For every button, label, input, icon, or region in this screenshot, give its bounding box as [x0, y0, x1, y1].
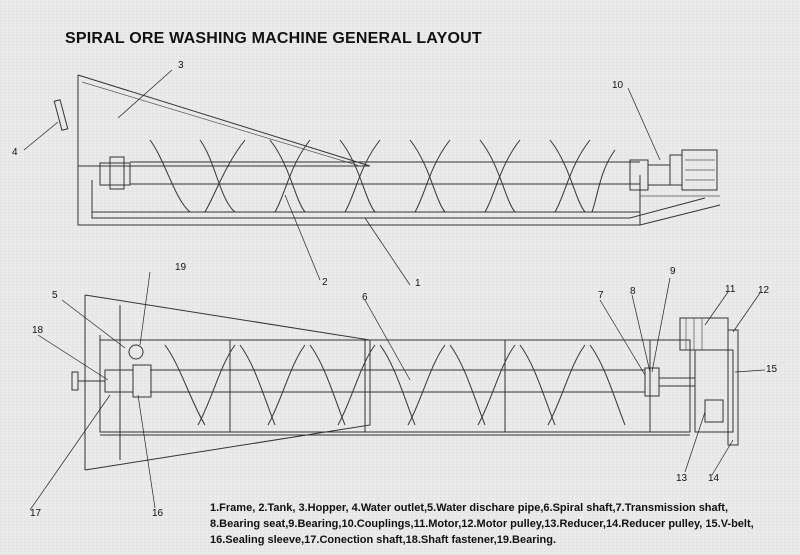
callout-14: 14: [708, 473, 720, 484]
callout-10: 10: [612, 80, 624, 91]
legend-item-13: 13.Reducer,: [544, 518, 606, 530]
callout-1: 1: [415, 278, 421, 289]
callout-5: 5: [52, 290, 58, 301]
legend-item-1: 1.Frame,: [210, 502, 256, 514]
callout-4: 4: [12, 147, 18, 158]
callout-13: 13: [676, 473, 688, 484]
callout-leaders: [24, 70, 765, 510]
callout-17: 17: [30, 508, 42, 519]
legend-item-19: 19.Bearing.: [496, 534, 557, 546]
callout-19: 19: [175, 262, 187, 273]
callout-18: 18: [32, 325, 44, 336]
legend-item-4: 4.Water outlet,: [351, 502, 428, 514]
drive-unit: [630, 150, 717, 190]
legend-item-14: 14.Reducer pulley,: [605, 518, 703, 530]
spiral-shaft: [130, 140, 640, 212]
callout-3: 3: [178, 60, 184, 71]
callout-9: 9: [670, 266, 676, 277]
callout-7: 7: [598, 290, 604, 301]
plan-hopper: [85, 295, 370, 470]
legend-item-11: 11.Motor,: [413, 518, 462, 530]
page-title: SPIRAL ORE WASHING MACHINE GENERAL LAYOUT: [65, 30, 482, 47]
legend-item-17: 17.Conection shaft,: [304, 534, 406, 546]
legend-item-12: 12.Motor pulley,: [461, 518, 545, 530]
legend-item-9: 9.Bearing,: [288, 518, 342, 530]
callout-12: 12: [758, 285, 770, 296]
legend-item-8: 8.Bearing seat,: [210, 518, 289, 530]
legend-item-5: 5.Water dischare pipe,: [427, 502, 544, 514]
callout-15: 15: [766, 364, 778, 375]
legend-item-16: 16.Sealing sleeve,: [210, 534, 305, 546]
callout-2: 2: [322, 277, 328, 288]
plan-left-bearing: [72, 345, 151, 397]
callout-numbers: [12, 60, 778, 519]
side-elevation-view: [54, 75, 720, 225]
callout-6: 6: [362, 292, 368, 303]
legend-item-6: 6.Spiral shaft,: [543, 502, 616, 514]
left-bearing-block: [100, 157, 130, 189]
legend-item-3: 3.Hopper,: [298, 502, 349, 514]
callout-16: 16: [152, 508, 164, 519]
frame: [78, 166, 720, 225]
callout-8: 8: [630, 286, 636, 297]
legend-item-2: 2.Tank,: [258, 502, 296, 514]
hopper: [78, 75, 370, 166]
legend-item-15: 15.V-belt,: [705, 518, 754, 530]
parts-legend: [210, 500, 770, 548]
legend-item-10: 10.Couplings,: [341, 518, 414, 530]
plan-spiral: [150, 345, 645, 425]
legend-item-18: 18.Shaft fastener,: [405, 534, 497, 546]
water-outlet: [54, 100, 68, 131]
plan-tank: [100, 340, 690, 435]
callout-11: 11: [725, 284, 736, 295]
legend-item-7: 7.Transmission shaft,: [615, 502, 729, 514]
